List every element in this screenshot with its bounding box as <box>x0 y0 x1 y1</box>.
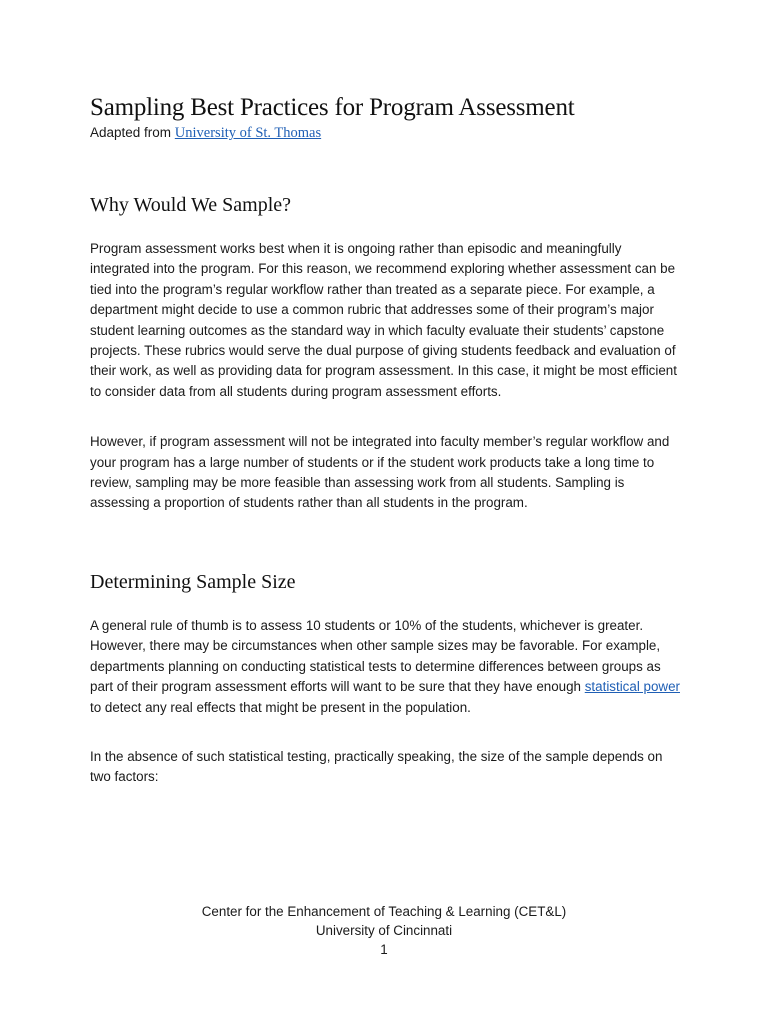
paragraph-ongoing-assessment: Program assessment works best when it is ongoing rather than episodic and meaningfully integrated into the program. For this reason, we recommend exploring whether assessment can be tied into the program’s regular workflow rather than treated as a separate piece. For example, a department might decide to use a common rubric that addresses some of their program’s major student learning outcomes as the standard way in which faculty evaluate their students’ capstone projects. These rubrics would serve the dual purpose of giving students feedback and evaluation of their work, as well as providing data for program assessment. In this case, it might be most efficient to consider data from all students during program assessment efforts. <box>90 241 677 399</box>
rule-of-thumb-text-end: to detect any real effects that might be present in the population. <box>90 699 471 715</box>
rule-of-thumb-text: A general rule of thumb is to assess 10 students or 10% of the students, whichever is greater. However, there may be circumstances when other sample sizes may be favorable. For example, departments planning on conducting statistical tests to determine differences between groups as part of their program assessment efforts will want to be sure that they have enough <box>90 617 661 695</box>
page-number: 1 <box>380 942 388 957</box>
footer-center-name: Center for the Enhancement of Teaching & Learning (CET&L) <box>201 904 567 919</box>
heading-determining-sample-size: Determining Sample Size <box>90 570 296 593</box>
paragraph-two-factors: In the absence of such statistical testing, practically speaking, the size of the sample depends on two factors: <box>90 748 663 785</box>
adapted-from-line <box>90 124 680 142</box>
heading-why-sample: Why Would We Sample? <box>90 194 292 216</box>
page-footer <box>0 902 768 959</box>
statistical-power-link[interactable]: statistical power <box>584 679 680 695</box>
paragraph-sampling-feasible: However, if program assessment will not be integrated into faculty member’s regular workflow and your program has a large number of students or if the student work products take a long time to review, sampling may be more feasible than assessing work from all students. Sampling is assessing a proportion of students rather than all students in the program. <box>90 434 670 511</box>
document-title: Sampling Best Practices for Program Assessment <box>90 94 575 121</box>
paragraph-rule-of-thumb <box>90 616 680 718</box>
footer-university: University of Cincinnati <box>315 923 453 938</box>
university-st-thomas-link[interactable]: University of St. Thomas <box>174 125 322 141</box>
page-content <box>90 92 680 788</box>
adapted-from-label: Adapted from <box>90 125 175 140</box>
